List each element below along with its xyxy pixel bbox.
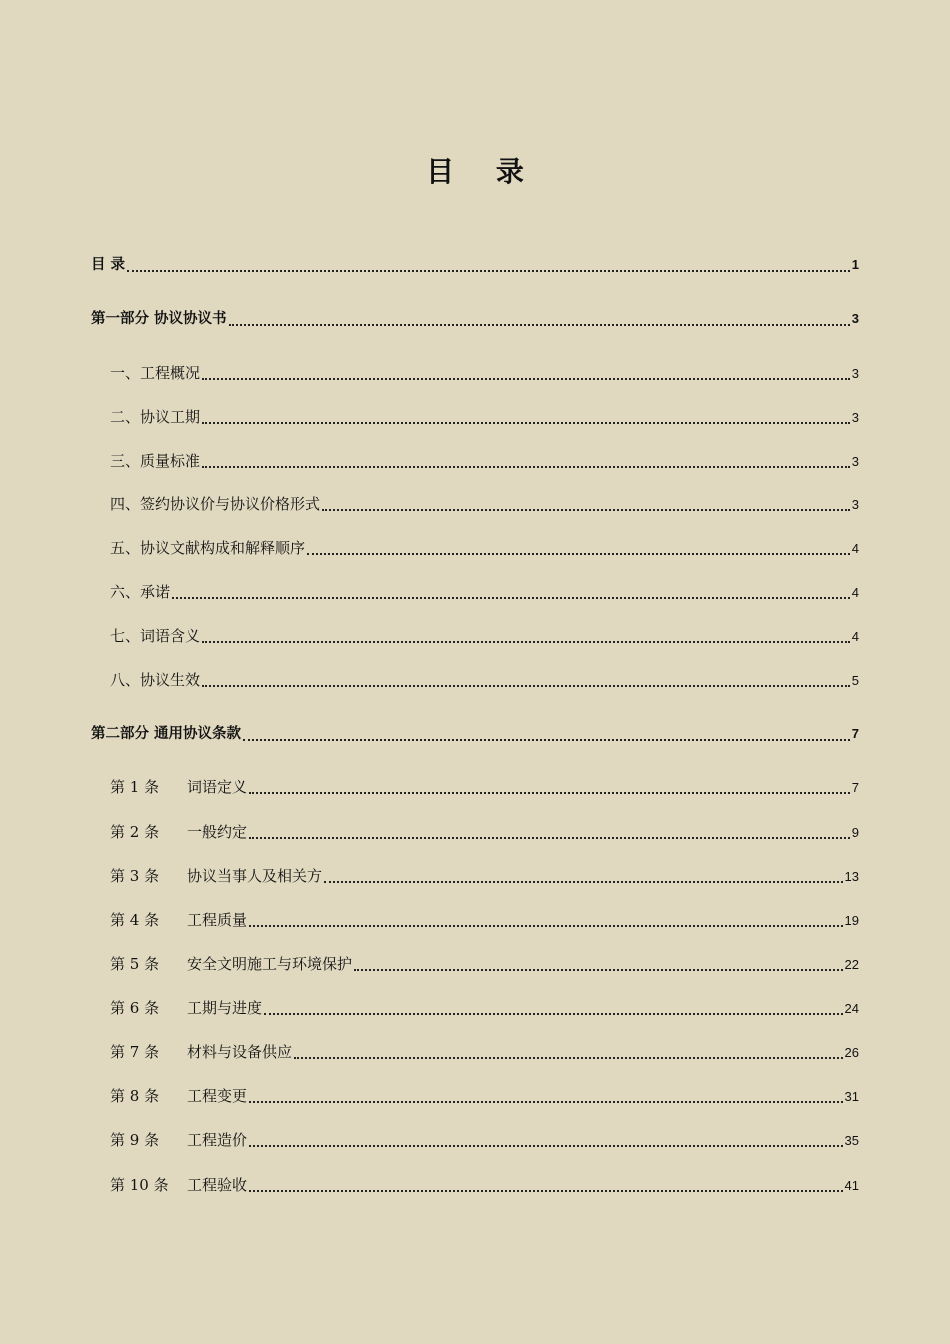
dot-leader	[229, 324, 850, 326]
dot-leader	[249, 837, 850, 839]
toc-entry-part-1[interactable]	[91, 308, 859, 330]
toc-entry[interactable]	[91, 362, 859, 384]
toc-entry-label: 工期与进度	[187, 999, 263, 1017]
page-title: 目 录	[426, 155, 540, 188]
dot-leader	[249, 925, 843, 927]
toc-entry-label: 工程验收	[187, 1176, 248, 1194]
toc-entry-label: 五、协议文献构成和解释顺序	[110, 539, 306, 557]
toc-entry-page: 4	[851, 629, 859, 644]
toc-entry-label: 材料与设备供应	[187, 1043, 293, 1061]
toc-entry-page: 4	[851, 541, 859, 556]
toc-entry-article[interactable]	[91, 997, 859, 1019]
toc-entry-number: 第 2 条	[110, 823, 160, 841]
toc-entry-page: 4	[851, 585, 859, 600]
toc-entry-label: 二、协议工期	[110, 408, 201, 426]
toc-entry-page: 5	[851, 673, 859, 688]
toc-entry-page: 3	[851, 366, 859, 381]
toc-entry-article[interactable]	[91, 865, 859, 887]
toc-entry-label: 工程变更	[187, 1087, 248, 1105]
toc-entry-label: 工程质量	[187, 911, 248, 929]
dot-leader	[264, 1013, 843, 1015]
toc-entry-label: 四、签约协议价与协议价格形式	[110, 495, 321, 513]
toc-entry-number: 第 7 条	[110, 1043, 160, 1061]
toc-entry[interactable]	[91, 406, 859, 428]
toc-entry-page: 3	[851, 410, 859, 425]
toc-entry-number: 第 5 条	[110, 955, 160, 973]
toc-entry-label: 工程造价	[187, 1131, 248, 1149]
toc-entry-page: 9	[851, 825, 859, 840]
toc-entry-page: 1	[851, 257, 859, 272]
toc-entry-page: 3	[851, 497, 859, 512]
toc-entry-page: 7	[851, 780, 859, 795]
toc-entry-page: 7	[851, 726, 859, 741]
toc-entry-label: 安全文明施工与环境保护	[187, 955, 353, 973]
toc-entry[interactable]	[91, 625, 859, 647]
toc-entry-label: 三、质量标准	[110, 452, 201, 470]
toc-entry[interactable]	[91, 450, 859, 472]
dot-leader	[172, 597, 850, 599]
toc-entry-label: 协议当事人及相关方	[187, 867, 323, 885]
toc-entry-article[interactable]	[91, 776, 859, 798]
toc-entry-number: 第 1 条	[110, 778, 160, 796]
dot-leader	[202, 641, 850, 643]
toc-entry-page: 3	[851, 454, 859, 469]
toc-entry-number: 第 6 条	[110, 999, 160, 1017]
toc-entry[interactable]	[91, 669, 859, 691]
toc-entry-label: 第二部分 通用协议条款	[91, 726, 242, 742]
toc-entry[interactable]	[91, 493, 859, 515]
toc-entry[interactable]	[91, 581, 859, 603]
toc-entry-label: 一、工程概况	[110, 364, 201, 382]
dot-leader	[249, 792, 850, 794]
toc-entry-article[interactable]	[91, 1085, 859, 1107]
dot-leader	[202, 378, 850, 380]
toc-entry-article[interactable]	[91, 953, 859, 975]
dot-leader	[127, 270, 850, 272]
dot-leader	[354, 969, 843, 971]
toc-entry-article[interactable]	[91, 1129, 859, 1151]
toc-entry-page: 35	[844, 1133, 859, 1148]
toc-entry-part-2[interactable]	[91, 723, 859, 745]
toc-entry-page: 26	[844, 1045, 859, 1060]
toc-entry[interactable]	[91, 537, 859, 559]
toc-entry-contents[interactable]	[91, 254, 859, 276]
dot-leader	[202, 422, 850, 424]
toc-entry-article[interactable]	[91, 1174, 859, 1196]
toc-entry-label: 八、协议生效	[110, 671, 201, 689]
toc-entry-number: 第 9 条	[110, 1131, 160, 1149]
toc-entry-number: 第 3 条	[110, 867, 160, 885]
toc-entry-page: 19	[844, 913, 859, 928]
dot-leader	[322, 509, 850, 511]
dot-leader	[324, 881, 843, 883]
toc-entry-article[interactable]	[91, 1041, 859, 1063]
dot-leader	[294, 1057, 843, 1059]
toc-entry-label: 词语定义	[187, 778, 248, 796]
toc-entry-number: 第 10 条	[110, 1176, 169, 1194]
toc-entry-page: 13	[844, 869, 859, 884]
toc-entry-number: 第 4 条	[110, 911, 160, 929]
toc-entry-page: 41	[844, 1178, 859, 1193]
dot-leader	[202, 685, 850, 687]
dot-leader	[202, 466, 850, 468]
toc-entry-label: 第一部分 协议协议书	[91, 311, 227, 327]
toc-entry-page: 24	[844, 1001, 859, 1016]
toc-entry-label: 六、承诺	[110, 583, 171, 601]
toc-entry-label: 目 录	[91, 257, 126, 273]
toc-entry-page: 3	[851, 311, 859, 326]
dot-leader	[249, 1145, 843, 1147]
dot-leader	[249, 1190, 843, 1192]
toc-entry-page: 22	[844, 957, 859, 972]
dot-leader	[243, 739, 850, 741]
toc-entry-page: 31	[844, 1089, 859, 1104]
toc-entry-article[interactable]	[91, 909, 859, 931]
dot-leader	[307, 553, 850, 555]
toc-entry-label: 七、词语含义	[110, 627, 201, 645]
dot-leader	[249, 1101, 843, 1103]
toc-entry-number: 第 8 条	[110, 1087, 160, 1105]
toc-entry-article[interactable]	[91, 821, 859, 843]
toc-entry-label: 一般约定	[187, 823, 248, 841]
